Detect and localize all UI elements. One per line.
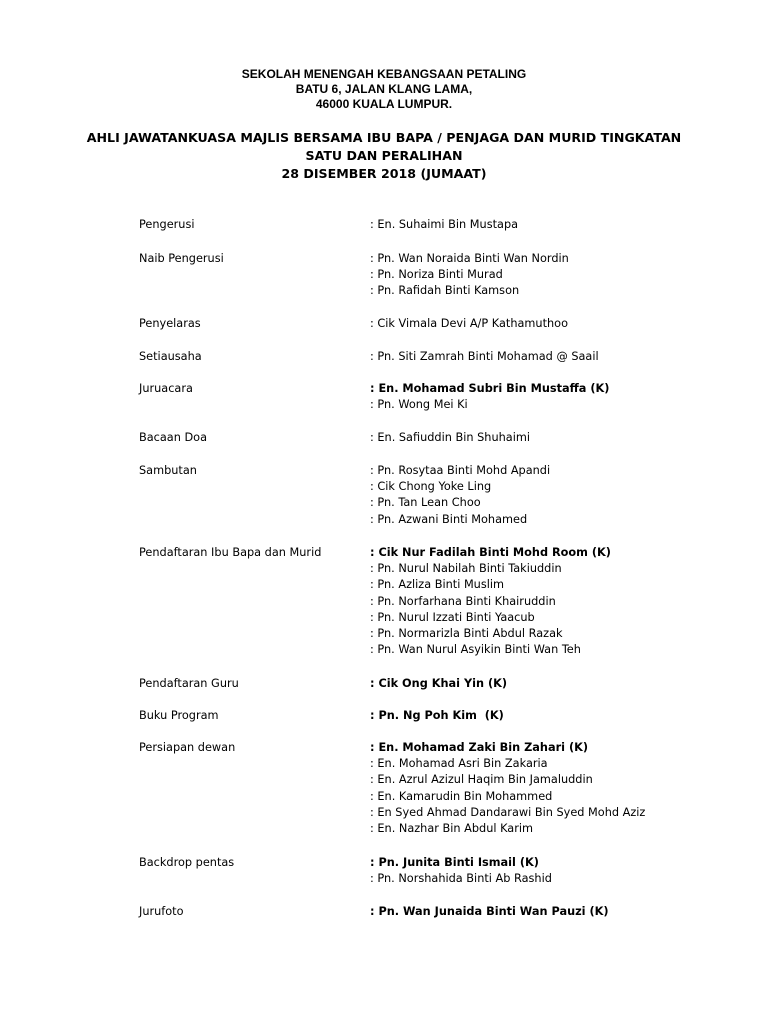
role-label: Juruacara — [139, 382, 193, 395]
member-name: : En. Mohamad Asri Bin Zakaria — [370, 757, 548, 771]
member-name: : Pn. Wan Nurul Asyikin Binti Wan Teh — [370, 643, 581, 657]
role-members — [370, 316, 568, 332]
member-name: : Pn. Tan Lean Choo — [370, 496, 481, 510]
role-members — [370, 463, 550, 528]
role-members — [370, 349, 599, 365]
member-name: : Pn. Azliza Binti Muslim — [370, 578, 505, 592]
member-name: : Pn. Nurul Izzati Binti Yaacub — [370, 610, 535, 624]
member-name: : En. Suhaimi Bin Mustapa — [370, 218, 519, 231]
role-label: Buku Program — [139, 709, 219, 722]
role-label: Sambutan — [139, 464, 197, 477]
member-name: : En. Kamarudin Bin Mohammed — [370, 789, 553, 803]
role-label: Pengerusi — [139, 218, 195, 231]
member-name: : Cik Chong Yoke Ling — [370, 480, 492, 494]
role-label: Pendaftaran Ibu Bapa dan Murid — [139, 546, 322, 559]
member-name: : Pn. Normarizla Binti Abdul Razak — [370, 626, 563, 640]
member-name: : En. Nazhar Bin Abdul Karim — [370, 821, 534, 835]
member-name: : Pn. Noriza Binti Murad — [370, 268, 503, 282]
school-address-line-1: BATU 6, JALAN KLANG LAMA, — [295, 82, 473, 96]
member-name: : Pn. Wan Noraida Binti Wan Nordin — [370, 252, 569, 265]
member-name: : En. Safiuddin Bin Shuhaimi — [370, 431, 530, 444]
role-members — [370, 430, 530, 446]
member-name: : Pn. Siti Zamrah Binti Mohamad @ Saail — [370, 350, 599, 363]
member-name-coordinator: : Cik Nur Fadilah Binti Mohd Room (K) — [370, 546, 611, 559]
member-name: : Pn. Azwani Binti Mohamed — [370, 512, 528, 526]
document-title-line-1: AHLI JAWATANKUASA MAJLIS BERSAMA IBU BAPA / PENJAGA DAN MURID TINGKATAN — [86, 130, 682, 145]
role-label: Jurufoto — [139, 905, 184, 918]
member-name: : En Syed Ahmad Dandarawi Bin Syed Mohd Aziz — [370, 805, 646, 819]
member-name-coordinator: : En. Mohamad Zaki Bin Zahari (K) — [370, 741, 589, 754]
role-members — [370, 855, 552, 887]
role-label: Bacaan Doa — [139, 431, 208, 444]
member-name-coordinator: : Pn. Ng Poh Kim (K) — [370, 709, 504, 722]
document-date: 28 DISEMBER 2018 (JUMAAT) — [281, 166, 487, 181]
school-address-line-2: 46000 KUALA LUMPUR. — [315, 97, 453, 111]
role-label: Persiapan dewan — [139, 741, 236, 754]
role-label: Penyelaras — [139, 317, 201, 330]
document-title-line-2: SATU DAN PERALIHAN — [305, 148, 463, 163]
member-name-coordinator: : Pn. Junita Binti Ismail (K) — [370, 856, 539, 869]
role-members — [370, 740, 645, 837]
role-members — [370, 381, 609, 413]
role-label: Pendaftaran Guru — [139, 677, 239, 690]
member-name: : Pn. Norfarhana Binti Khairuddin — [370, 594, 556, 608]
member-name-coordinator: : Cik Ong Khai Yin (K) — [370, 677, 508, 690]
role-label: Setiausaha — [139, 350, 202, 363]
school-name: SEKOLAH MENENGAH KEBANGSAAN PETALING — [241, 67, 527, 81]
member-name: : Pn. Rosytaa Binti Mohd Apandi — [370, 464, 551, 477]
role-label: Naib Pengerusi — [139, 252, 224, 265]
role-members — [370, 251, 569, 300]
member-name: : Pn. Wong Mei Ki — [370, 398, 468, 412]
member-name: : Pn. Norshahida Binti Ab Rashid — [370, 872, 552, 886]
member-name: : En. Azrul Azizul Haqim Bin Jamaluddin — [370, 773, 593, 787]
member-name: : Pn. Rafidah Binti Kamson — [370, 284, 520, 298]
member-name: : Pn. Nurul Nabilah Binti Takiuddin — [370, 562, 562, 576]
role-members — [370, 708, 504, 724]
role-members — [370, 676, 507, 692]
role-members — [370, 904, 609, 920]
member-name: : Cik Vimala Devi A/P Kathamuthoo — [370, 317, 568, 330]
member-name-coordinator: : En. Mohamad Subri Bin Mustaffa (K) — [370, 382, 610, 395]
role-members — [370, 545, 611, 658]
member-name-coordinator: : Pn. Wan Junaida Binti Wan Pauzi (K) — [370, 905, 609, 918]
role-members — [370, 217, 518, 233]
role-label: Backdrop pentas — [139, 856, 235, 869]
